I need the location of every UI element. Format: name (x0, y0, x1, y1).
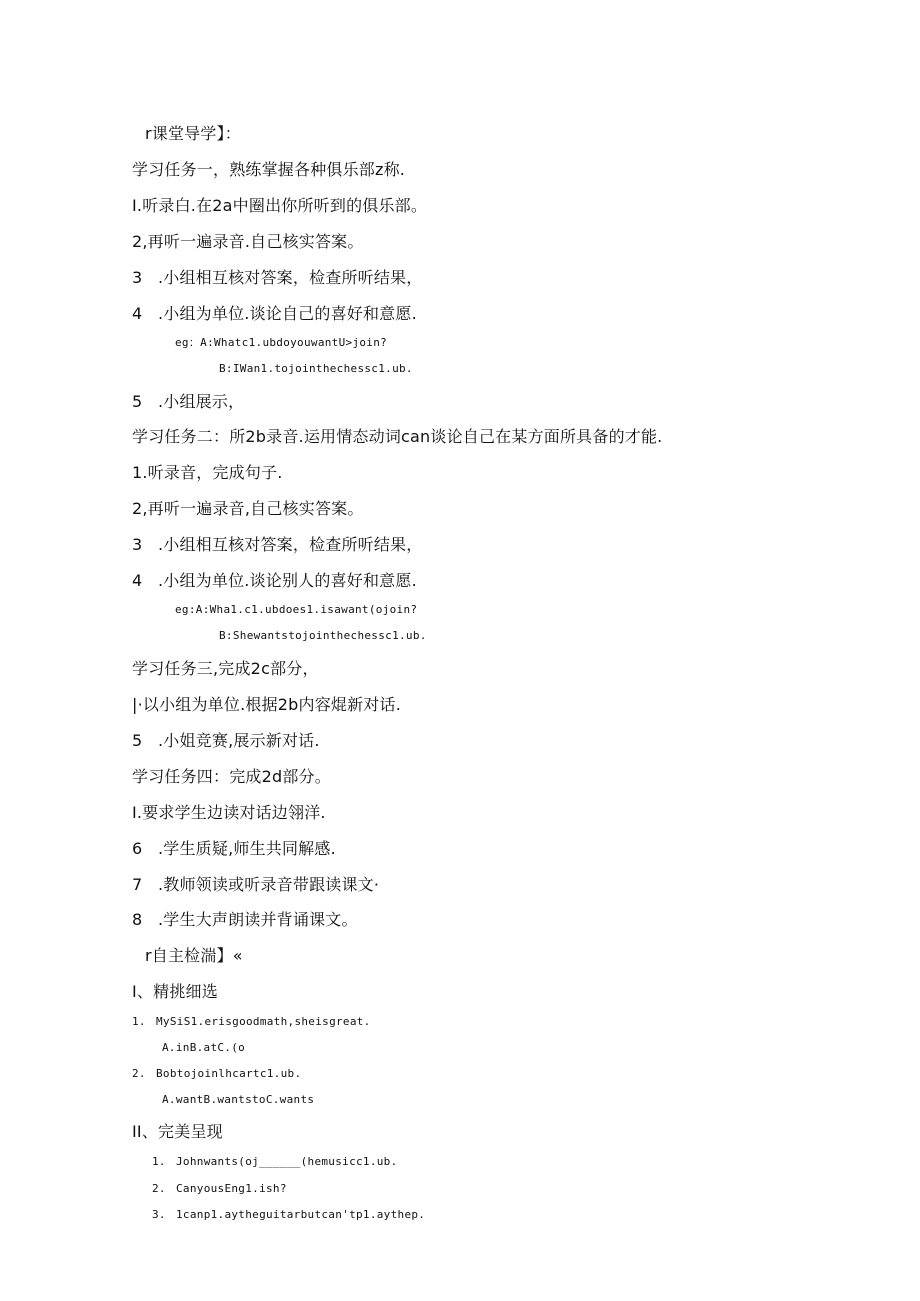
step-text: .小姐竞赛,展示新对话. (158, 731, 320, 750)
part2-question-3 (152, 1205, 425, 1225)
task2-step1: 1.听录音，完成句子. (132, 463, 283, 482)
task2-step2: 2,再听一遍录音,自己核实答案。 (132, 499, 364, 518)
task2-example-b: B:Shewantstojointhechessc1.ub. (219, 629, 427, 642)
task4-title: 学习任务四：完成2d部分。 (132, 767, 331, 786)
task2-title: 学习任务二：所2b录音.运用情态动词can谈论自己在某方面所具备的才能. (132, 427, 663, 446)
task3-title: 学习任务三,完成2c部分， (132, 659, 319, 678)
task1-step2: 2,再听一遍录音.自己核实答案。 (132, 232, 364, 251)
step-number: 8 (132, 910, 143, 929)
step-number: 4 (132, 571, 143, 590)
task2-step3 (132, 535, 423, 555)
step-number: 4 (132, 304, 143, 323)
part1-question-1 (132, 1012, 371, 1032)
question-text: MySiS1.erisgoodmath,sheisgreat. (156, 1015, 371, 1028)
task1-step4 (132, 304, 417, 324)
task1-example-a: eg：A:Whatc1.ubdoyouwantU>join? (175, 336, 388, 349)
step-number: 5 (132, 392, 143, 411)
question-text: CanyousEng1.ish? (176, 1182, 287, 1195)
step-text: .小组相互核对答案，检查所听结果， (158, 535, 423, 554)
task1-step1: I.听录白.在2a中圈出你所听到的俱乐部。 (132, 196, 428, 215)
step-text: .小组展示， (158, 392, 245, 411)
step-text: .小组相互核对答案，检查所听结果， (158, 268, 423, 287)
part1-question-1-options: A.inB.atC.(o (162, 1041, 246, 1054)
step-text: .学生质疑,师生共同解感. (158, 839, 336, 858)
step-text: .小组为单位.谈论别人的喜好和意愿. (158, 571, 417, 590)
question-text: Johnwants(oj______(hemusicc1.ub. (176, 1155, 398, 1168)
task2-step4 (132, 571, 417, 591)
task4-step2 (132, 839, 336, 859)
part1-question-2 (132, 1064, 301, 1084)
step-number: 3 (132, 268, 143, 287)
part2-question-2 (152, 1179, 287, 1199)
part2-question-1 (152, 1152, 398, 1172)
task4-step3 (132, 875, 379, 895)
step-number: 5 (132, 731, 143, 750)
section-heading-self-check: r自主检湍】« (145, 946, 243, 965)
question-number: 2. (152, 1182, 166, 1195)
task2-example-a: eg:A:Wha1.c1.ubdoes1.isawant(ojoin? (175, 603, 418, 616)
task3-step2 (132, 731, 320, 751)
question-number: 1. (152, 1155, 166, 1168)
step-text: .学生大声朗读并背诵课文。 (158, 910, 358, 929)
question-text: Bobtojoinlhcartc1.ub. (156, 1067, 302, 1080)
section-heading-classroom-guide: r课堂导学】： (145, 124, 241, 143)
question-number: 2. (132, 1067, 146, 1080)
task1-example-b: B:IWan1.tojointhechessc1.ub. (219, 362, 413, 375)
task3-step1: |·以小组为单位.根据2b内容焜新对话. (132, 695, 401, 714)
task4-step4 (132, 910, 358, 930)
part1-question-2-options: A.wantB.wantstoC.wants (162, 1093, 315, 1106)
step-number: 6 (132, 839, 143, 858)
question-text: 1canp1.aytheguitarbutcan'tp1.aythep. (176, 1208, 426, 1221)
question-number: 1. (132, 1015, 146, 1028)
task1-step5 (132, 392, 244, 412)
question-number: 3. (152, 1208, 166, 1221)
part1-title: I、精挑细选 (132, 982, 218, 1001)
task1-title: 学习任务一，熟练掌握各种俱乐部z称. (132, 160, 406, 179)
step-number: 3 (132, 535, 143, 554)
task4-step1: I.要求学生边读对话边翎洋. (132, 803, 326, 822)
step-text: .教师领读或听录音带跟读课文· (158, 875, 380, 894)
step-text: .小组为单位.谈论自己的喜好和意愿. (158, 304, 417, 323)
task1-step3 (132, 268, 423, 288)
step-number: 7 (132, 875, 143, 894)
part2-title: II、完美呈现 (132, 1122, 223, 1141)
